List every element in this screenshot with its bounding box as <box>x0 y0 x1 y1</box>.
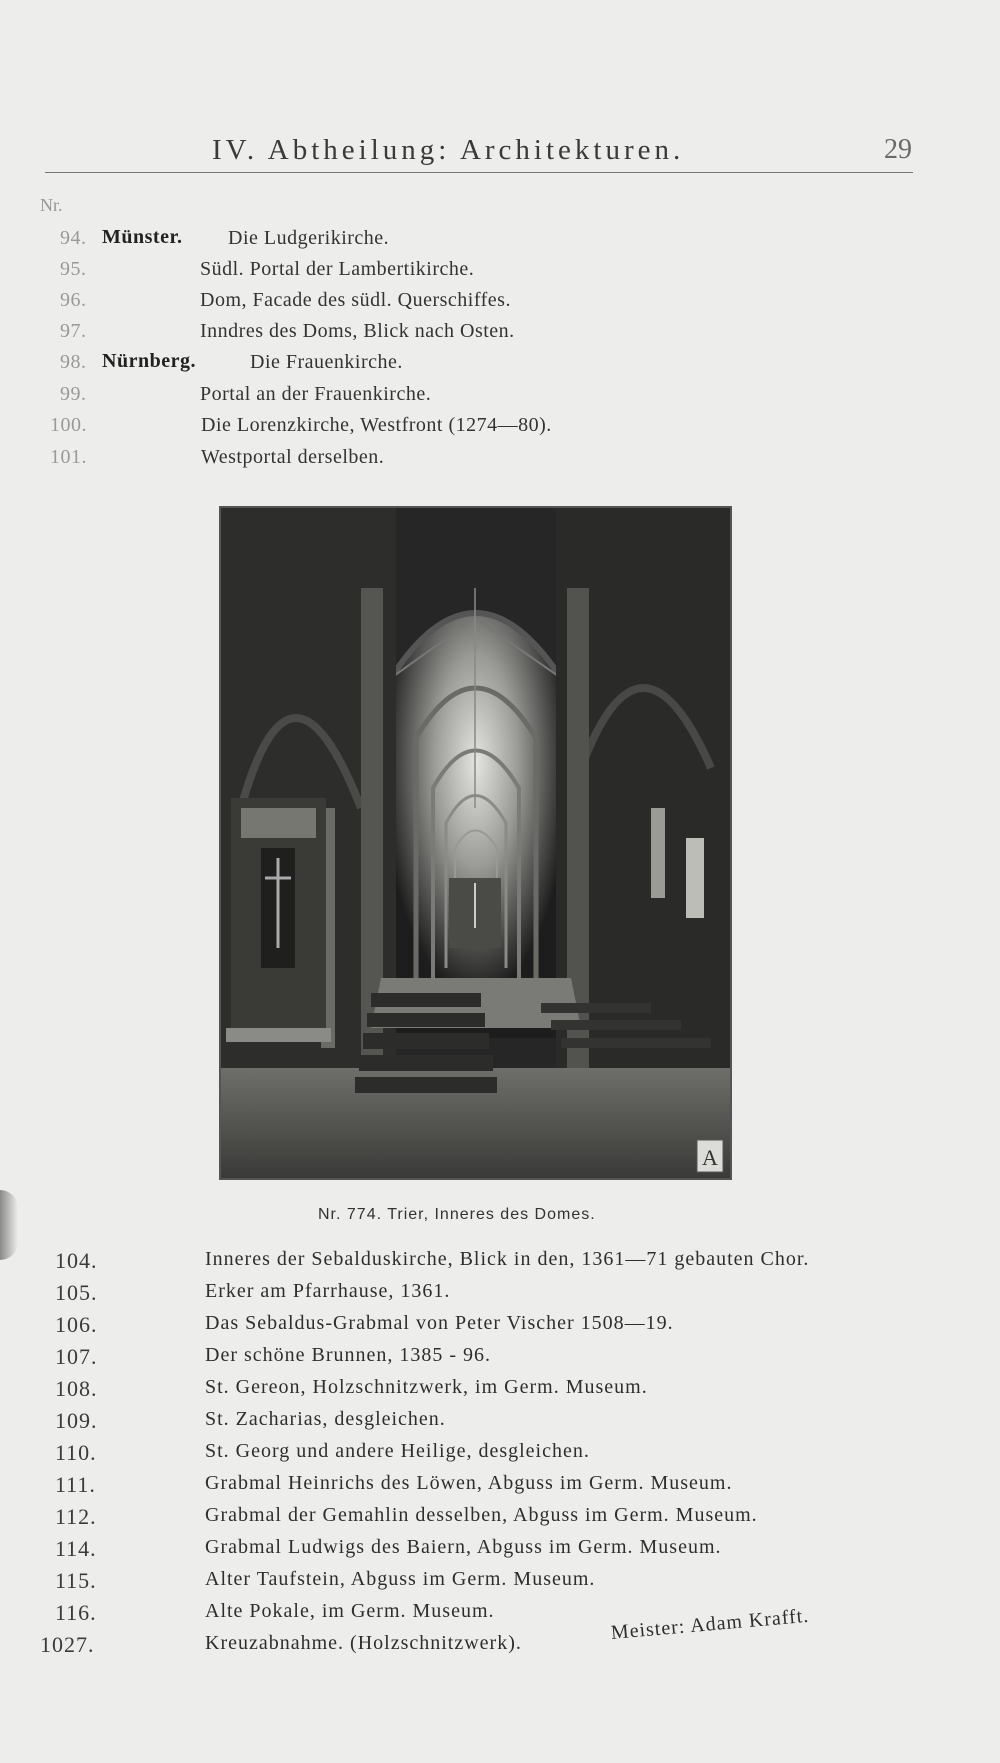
entry-description: Inndres des Doms, Blick nach Osten. <box>200 320 515 342</box>
entry-number: 94. <box>60 227 87 249</box>
list-item <box>55 1504 955 1532</box>
entry-description: Südl. Portal der Lambertikirche. <box>200 258 475 280</box>
list-item <box>60 351 760 379</box>
entry-description: Inneres der Sebalduskirche, Blick in den, 1361—71 gebauten Chor. <box>205 1248 810 1270</box>
entry-number: 95. <box>60 258 87 280</box>
entry-number: 104. <box>55 1248 98 1273</box>
page-title: IV. Abtheilung: Architekturen. <box>212 134 685 166</box>
entry-number: 100. <box>50 414 87 436</box>
entry-number: 101. <box>50 446 87 468</box>
entry-description: Dom, Facade des südl. Querschiffes. <box>200 289 511 311</box>
entry-number: 106. <box>55 1312 98 1337</box>
entry-number: 111. <box>55 1472 96 1497</box>
list-item <box>50 446 770 474</box>
list-item <box>40 1632 940 1660</box>
list-item <box>55 1472 955 1500</box>
cathedral-nave-image <box>221 508 730 1178</box>
list-item <box>60 289 760 317</box>
entry-number: 96. <box>60 289 87 311</box>
list-item <box>55 1568 955 1596</box>
entry-city: Münster. <box>102 226 183 248</box>
entry-description: Grabmal Ludwigs des Baiern, Abguss im Germ. Museum. <box>205 1536 722 1558</box>
entry-number: 110. <box>55 1440 97 1465</box>
header-rule <box>45 172 913 173</box>
entry-number: 112. <box>55 1504 97 1529</box>
nr-column-label: Nr. <box>40 195 63 215</box>
list-item <box>60 383 760 411</box>
list-item <box>55 1376 955 1404</box>
list-item <box>55 1344 955 1372</box>
list-item <box>55 1312 955 1340</box>
entry-description: Die Frauenkirche. <box>250 351 403 373</box>
entry-description: Die Ludgerikirche. <box>228 227 390 249</box>
entry-number: 99. <box>60 383 87 405</box>
entry-number: 107. <box>55 1344 98 1369</box>
entry-number: 116. <box>55 1600 97 1625</box>
entry-description: Westportal derselben. <box>201 446 385 468</box>
entry-number: 1027. <box>40 1632 95 1657</box>
entry-description: Portal an der Frauenkirche. <box>200 383 432 405</box>
entry-description: St. Zacharias, desgleichen. <box>205 1408 446 1430</box>
page-number: 29 <box>884 134 912 165</box>
entry-description: St. Georg und andere Heilige, desgleichen. <box>205 1440 590 1462</box>
entry-description: St. Gereon, Holzschnitzwerk, im Germ. Museum. <box>205 1376 648 1398</box>
list-item <box>55 1440 955 1468</box>
entry-number: 114. <box>55 1536 97 1561</box>
page-edge-shadow <box>0 1190 18 1260</box>
entry-city: Nürnberg. <box>102 350 196 372</box>
entry-number: 108. <box>55 1376 98 1401</box>
entry-description: Das Sebaldus-Grabmal von Peter Vischer 1508—19. <box>205 1312 674 1334</box>
list-item <box>60 258 760 286</box>
publisher-mark: A <box>702 1145 718 1170</box>
entry-number: 98. <box>60 351 87 373</box>
entry-number: 115. <box>55 1568 97 1593</box>
entry-description: Der schöne Brunnen, 1385 - 96. <box>205 1344 492 1366</box>
entry-description: Kreuzabnahme. (Holzschnitzwerk). <box>205 1632 522 1654</box>
meister-attribution: Meister: Adam Krafft. <box>609 1604 811 1645</box>
entry-description: Die Lorenzkirche, Westfront (1274—80). <box>201 414 552 436</box>
list-item <box>60 320 760 348</box>
entry-description: Grabmal Heinrichs des Löwen, Abguss im Germ. Museum. <box>205 1472 733 1494</box>
entry-number: 97. <box>60 320 87 342</box>
list-item <box>60 227 760 255</box>
entry-description: Erker am Pfarrhause, 1361. <box>205 1280 451 1302</box>
list-item <box>55 1280 955 1308</box>
entry-number: 109. <box>55 1408 98 1433</box>
entry-number: 105. <box>55 1280 98 1305</box>
figure-caption: Nr. 774. Trier, Inneres des Domes. <box>318 1206 596 1223</box>
list-item <box>55 1248 955 1276</box>
list-item <box>55 1600 955 1628</box>
list-item <box>55 1536 955 1564</box>
list-item <box>50 414 770 442</box>
entry-description: Alte Pokale, im Germ. Museum. <box>205 1600 495 1622</box>
cathedral-photograph <box>219 506 732 1180</box>
list-item <box>55 1408 955 1436</box>
entry-description: Alter Taufstein, Abguss im Germ. Museum. <box>205 1568 596 1590</box>
entry-description: Grabmal der Gemahlin desselben, Abguss im Germ. Museum. <box>205 1504 758 1526</box>
